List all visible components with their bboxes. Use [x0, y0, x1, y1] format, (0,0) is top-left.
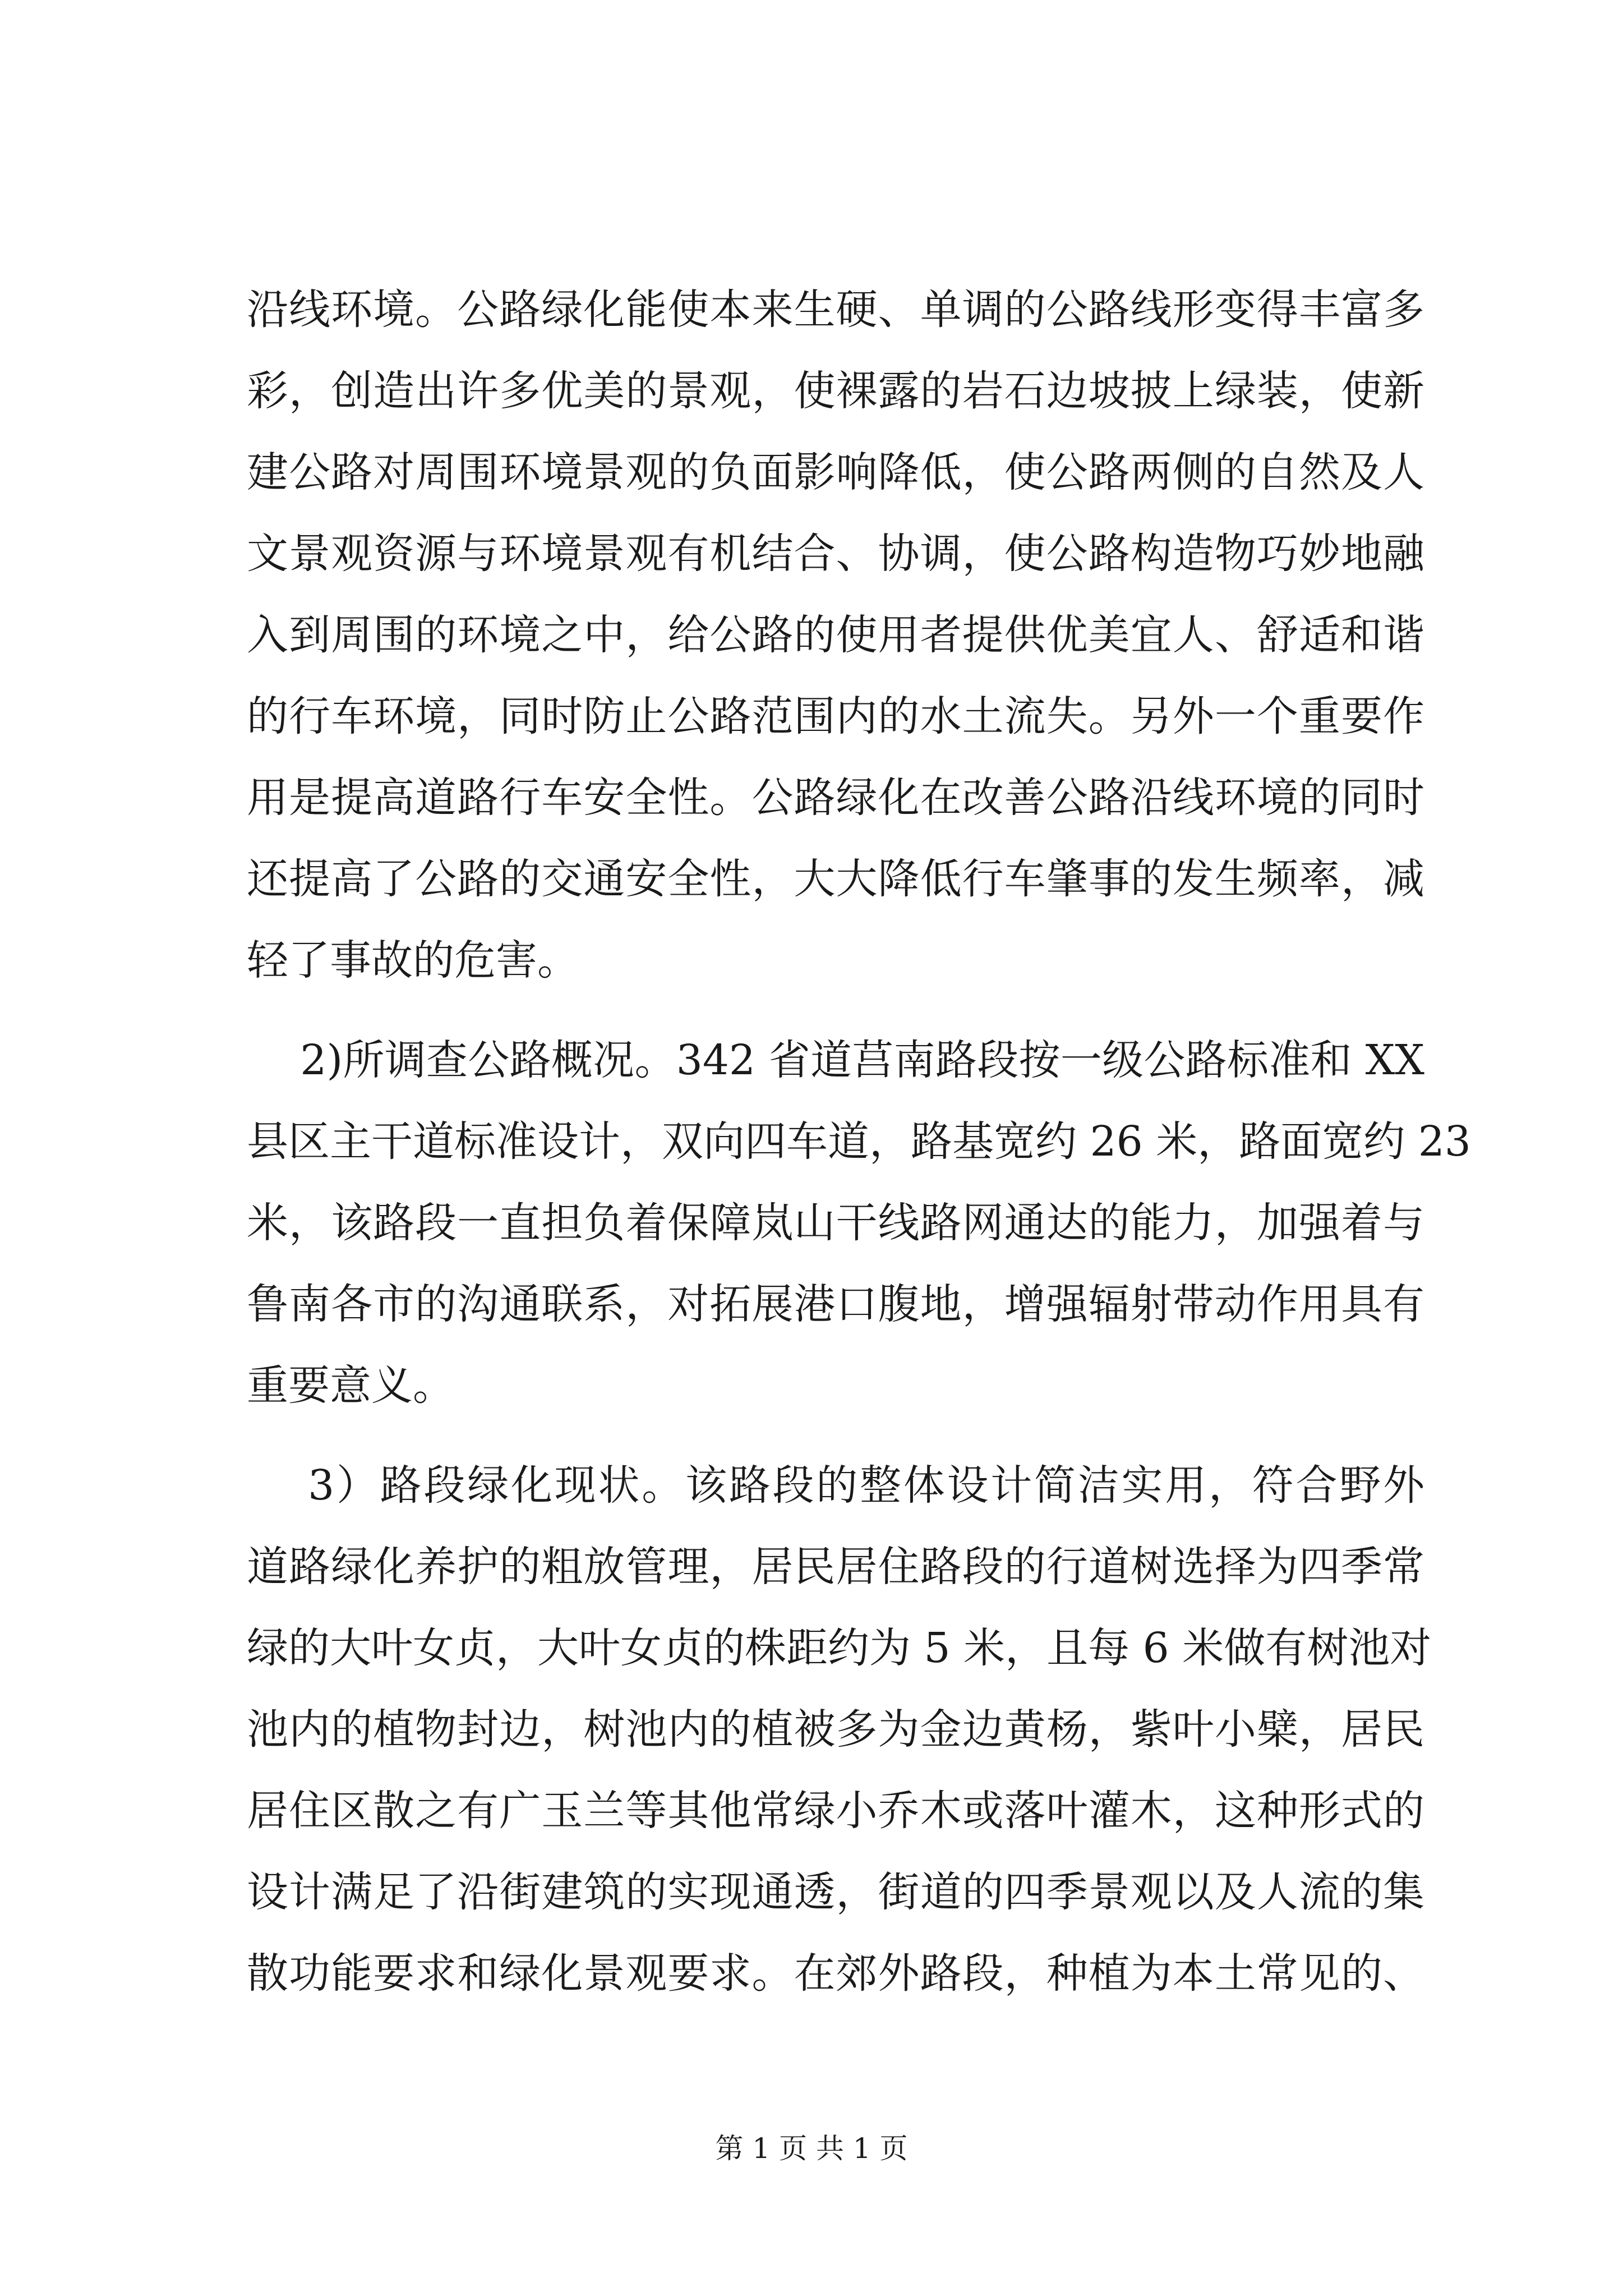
text-line: 还提高了公路的交通安全性，大大降低行车肇事的发生频率，减	[247, 855, 1424, 903]
page-number-label: 第 1 页 共 1 页	[715, 2132, 908, 2165]
text-line: 米，该路段一直担负着保障岚山干线路网通达的能力，加强着与	[247, 1199, 1424, 1247]
text-line: 绿的大叶女贞，大叶女贞的株距约为 5 米，且每 6 米做有树池对	[247, 1624, 1432, 1672]
text-line: 池内的植物封边，树池内的植被多为金边黄杨，紫叶小檗，居民	[247, 1705, 1424, 1754]
text-line: 县区主干道标准设计，双向四车道，路基宽约 26 米，路面宽约 23	[247, 1117, 1471, 1166]
paragraph-gap	[247, 1427, 1424, 1445]
page-footer	[0, 2126, 1623, 2166]
text-line: 入到周围的环境之中，给公路的使用者提供优美宜人、舒适和谐	[247, 611, 1424, 659]
text-line: 沿线环境。公路绿化能使本来生硬、单调的公路线形变得丰富多	[247, 286, 1424, 334]
text-line: 重要意义。	[247, 1361, 454, 1410]
paragraph-2	[247, 1020, 1471, 1427]
document-body	[247, 269, 1471, 2014]
text-line: 彩，创造出许多优美的景观，使裸露的岩石边坡披上绿装，使新	[247, 367, 1424, 415]
paragraph-3	[247, 1445, 1432, 2014]
paragraph-1	[247, 269, 1424, 1001]
text-line: 鲁南各市的沟通联系，对拓展港口腹地，增强辐射带动作用具有	[247, 1280, 1424, 1328]
text-line: 散功能要求和绿化景观要求。在郊外路段，种植为本土常见的、	[247, 1949, 1424, 1998]
text-line: 3）路段绿化现状。该路段的整体设计简洁实用，符合野外	[247, 1461, 1424, 1510]
text-line: 道路绿化养护的粗放管理，居民居住路段的行道树选择为四季常	[247, 1543, 1424, 1591]
text-line: 轻了事故的危害。	[247, 936, 579, 984]
paragraph-gap	[247, 1001, 1424, 1020]
text-line: 用是提高道路行车安全性。公路绿化在改善公路沿线环境的同时	[247, 774, 1424, 822]
text-line: 设计满足了沿街建筑的实现通透，街道的四季景观以及人流的集	[247, 1868, 1424, 1916]
text-line: 文景观资源与环境景观有机结合、协调，使公路构造物巧妙地融	[247, 530, 1424, 578]
text-line: 的行车环境，同时防止公路范围内的水土流失。另外一个重要作	[247, 692, 1424, 740]
text-line: 建公路对周围环境景观的负面影响降低，使公路两侧的自然及人	[247, 448, 1424, 496]
text-line: 2)所调查公路概况。342 省道莒南路段按一级公路标准和 XX	[247, 1036, 1424, 1084]
text-line: 居住区散之有广玉兰等其他常绿小乔木或落叶灌木，这种形式的	[247, 1787, 1424, 1835]
